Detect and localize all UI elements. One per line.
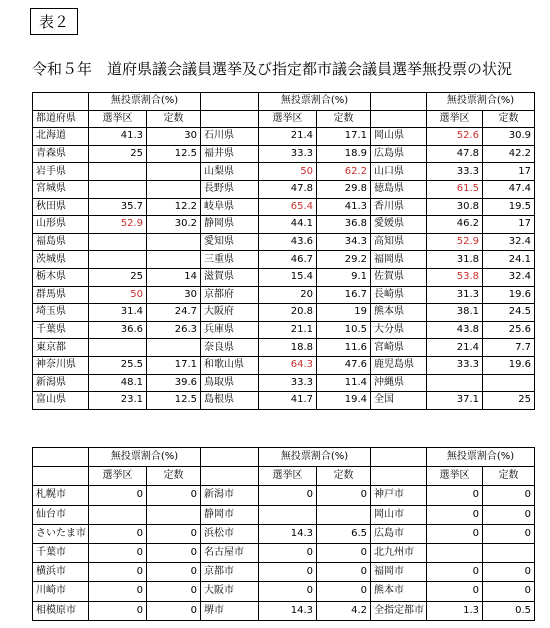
table-row [33, 524, 535, 543]
district-ratio: 52.9 [427, 233, 483, 251]
seats-ratio: 0 [317, 543, 371, 562]
region-name: 宮城県 [33, 180, 89, 198]
region-name: 浜松市 [201, 524, 259, 543]
region-name: 愛知県 [201, 233, 259, 251]
seats-ratio [147, 233, 201, 251]
district-ratio: 0 [259, 582, 317, 601]
seats-ratio: 19 [317, 304, 371, 322]
region-name: 京都市 [201, 563, 259, 582]
district-ratio: 23.1 [89, 392, 147, 410]
header-ratio: 無投票割合(%) [259, 93, 371, 111]
district-ratio: 52.6 [427, 128, 483, 146]
district-ratio: 47.8 [259, 180, 317, 198]
seats-ratio: 19.6 [483, 286, 535, 304]
region-name: 福井県 [201, 145, 259, 163]
seats-ratio: 4.2 [317, 601, 371, 620]
region-name: 川崎市 [33, 582, 89, 601]
table-label: 表２ [30, 8, 78, 35]
seats-ratio: 30.2 [147, 216, 201, 234]
district-ratio: 53.8 [427, 268, 483, 286]
table-row [33, 374, 535, 392]
region-name: 北九州市 [371, 543, 427, 562]
district-ratio: 48.1 [89, 374, 147, 392]
district-ratio [89, 505, 147, 524]
table-row [33, 505, 535, 524]
district-ratio: 25.5 [89, 356, 147, 374]
district-ratio: 0 [259, 486, 317, 505]
city-table [32, 447, 535, 621]
district-ratio [427, 374, 483, 392]
district-ratio: 25 [89, 145, 147, 163]
district-ratio: 41.7 [259, 392, 317, 410]
region-name: 横浜市 [33, 563, 89, 582]
region-name: 兵庫県 [201, 321, 259, 339]
seats-ratio: 19.6 [483, 356, 535, 374]
seats-ratio: 0 [147, 524, 201, 543]
region-name: 新潟県 [33, 374, 89, 392]
district-ratio: 33.3 [259, 145, 317, 163]
region-name: 相模原市 [33, 601, 89, 620]
seats-ratio [147, 163, 201, 181]
region-name: 熊本市 [371, 582, 427, 601]
region-name: 沖縄県 [371, 374, 427, 392]
seats-ratio: 0.5 [483, 601, 535, 620]
district-ratio: 1.3 [427, 601, 483, 620]
seats-ratio: 6.5 [317, 524, 371, 543]
seats-ratio [147, 180, 201, 198]
region-name: 岡山市 [371, 505, 427, 524]
seats-ratio: 16.7 [317, 286, 371, 304]
district-ratio: 21.4 [259, 128, 317, 146]
seats-ratio: 10.5 [317, 321, 371, 339]
district-ratio [89, 180, 147, 198]
seats-ratio: 30.9 [483, 128, 535, 146]
region-name: 東京都 [33, 339, 89, 357]
district-ratio: 0 [89, 524, 147, 543]
region-name: 大阪府 [201, 304, 259, 322]
header-blank [371, 110, 427, 128]
region-name: 静岡県 [201, 216, 259, 234]
header-seats: 定数 [483, 110, 535, 128]
district-ratio: 64.3 [259, 356, 317, 374]
seats-ratio: 7.7 [483, 339, 535, 357]
header-district: 選挙区 [259, 467, 317, 486]
table-row [33, 392, 535, 410]
header-blank [33, 448, 89, 467]
header-blank [33, 93, 89, 111]
seats-ratio: 25 [483, 392, 535, 410]
seats-ratio: 62.2 [317, 163, 371, 181]
district-ratio: 0 [427, 486, 483, 505]
header-blank [201, 110, 259, 128]
subheader-row [33, 467, 535, 486]
header-row [33, 93, 535, 111]
district-ratio: 0 [89, 543, 147, 562]
seats-ratio: 29.2 [317, 251, 371, 269]
seats-ratio: 0 [483, 524, 535, 543]
region-name: 埼玉県 [33, 304, 89, 322]
seats-ratio: 12.2 [147, 198, 201, 216]
district-ratio: 41.3 [89, 128, 147, 146]
seats-ratio [317, 505, 371, 524]
district-ratio: 0 [89, 486, 147, 505]
district-ratio: 43.8 [427, 321, 483, 339]
district-ratio: 21.4 [427, 339, 483, 357]
district-ratio: 31.4 [89, 304, 147, 322]
seats-ratio: 0 [147, 563, 201, 582]
district-ratio [89, 339, 147, 357]
district-ratio: 31.3 [427, 286, 483, 304]
region-name: 奈良県 [201, 339, 259, 357]
region-name: 鳥取県 [201, 374, 259, 392]
district-ratio [89, 251, 147, 269]
district-ratio: 30.8 [427, 198, 483, 216]
region-name: 神奈川県 [33, 356, 89, 374]
seats-ratio: 9.1 [317, 268, 371, 286]
district-ratio: 61.5 [427, 180, 483, 198]
header-seats: 定数 [317, 110, 371, 128]
district-ratio: 46.7 [259, 251, 317, 269]
header-seats: 定数 [317, 467, 371, 486]
district-ratio: 38.1 [427, 304, 483, 322]
region-name: 岡山県 [371, 128, 427, 146]
region-name: 広島市 [371, 524, 427, 543]
district-ratio: 37.1 [427, 392, 483, 410]
header-prefecture: 都道府県 [33, 110, 89, 128]
district-ratio: 31.8 [427, 251, 483, 269]
district-ratio: 0 [427, 582, 483, 601]
region-name: 鹿児島県 [371, 356, 427, 374]
table-row [33, 251, 535, 269]
region-name: 岐阜県 [201, 198, 259, 216]
region-name: 栃木県 [33, 268, 89, 286]
district-ratio: 20 [259, 286, 317, 304]
district-ratio: 50 [89, 286, 147, 304]
region-name: 滋賀県 [201, 268, 259, 286]
header-blank [371, 448, 427, 467]
district-ratio: 14.3 [259, 524, 317, 543]
table-row [33, 582, 535, 601]
region-name: 福岡県 [371, 251, 427, 269]
district-ratio: 65.4 [259, 198, 317, 216]
table-row [33, 563, 535, 582]
seats-ratio [483, 543, 535, 562]
header-ratio: 無投票割合(%) [89, 93, 201, 111]
region-name: 千葉市 [33, 543, 89, 562]
seats-ratio: 24.1 [483, 251, 535, 269]
seats-ratio: 42.2 [483, 145, 535, 163]
district-ratio: 0 [427, 563, 483, 582]
district-ratio: 0 [427, 524, 483, 543]
seats-ratio: 47.4 [483, 180, 535, 198]
seats-ratio: 34.3 [317, 233, 371, 251]
table-row [33, 128, 535, 146]
seats-ratio: 19.5 [483, 198, 535, 216]
table-row [33, 145, 535, 163]
seats-ratio: 0 [483, 486, 535, 505]
seats-ratio: 17 [483, 216, 535, 234]
seats-ratio: 26.3 [147, 321, 201, 339]
seats-ratio: 47.6 [317, 356, 371, 374]
region-name: 福島県 [33, 233, 89, 251]
table-row [33, 601, 535, 620]
header-district: 選挙区 [427, 467, 483, 486]
region-name: 山口県 [371, 163, 427, 181]
district-ratio: 15.4 [259, 268, 317, 286]
seats-ratio: 19.4 [317, 392, 371, 410]
seats-ratio: 32.4 [483, 233, 535, 251]
seats-ratio: 30 [147, 286, 201, 304]
seats-ratio: 12.5 [147, 392, 201, 410]
header-blank [201, 93, 259, 111]
district-ratio: 0 [259, 563, 317, 582]
header-blank [371, 467, 427, 486]
prefecture-table [32, 92, 535, 410]
region-name: 福岡市 [371, 563, 427, 582]
region-name: 札幌市 [33, 486, 89, 505]
header-row [33, 448, 535, 467]
seats-ratio: 25.6 [483, 321, 535, 339]
district-ratio: 33.3 [427, 356, 483, 374]
region-name: 山梨県 [201, 163, 259, 181]
region-name: 和歌山県 [201, 356, 259, 374]
header-blank [201, 467, 259, 486]
region-name: 宮崎県 [371, 339, 427, 357]
table-row [33, 286, 535, 304]
region-name: 広島県 [371, 145, 427, 163]
seats-ratio: 0 [483, 582, 535, 601]
seats-ratio: 14 [147, 268, 201, 286]
table-row [33, 321, 535, 339]
header-ratio: 無投票割合(%) [427, 448, 535, 467]
region-name: 大分県 [371, 321, 427, 339]
header-blank [33, 467, 89, 486]
region-name: 香川県 [371, 198, 427, 216]
page-title: 令和５年 道府県議会議員選挙及び指定都市議会議員選挙無投票の状況 [32, 60, 513, 78]
seats-ratio: 0 [147, 543, 201, 562]
district-ratio [89, 233, 147, 251]
table-row [33, 163, 535, 181]
header-blank [201, 448, 259, 467]
table-row [33, 486, 535, 505]
district-ratio [259, 505, 317, 524]
region-name: 堺市 [201, 601, 259, 620]
seats-ratio [483, 374, 535, 392]
seats-ratio: 17.1 [147, 356, 201, 374]
header-district: 選挙区 [259, 110, 317, 128]
table-row [33, 304, 535, 322]
region-name: 秋田県 [33, 198, 89, 216]
region-name: 北海道 [33, 128, 89, 146]
table-row [33, 356, 535, 374]
region-name: 静岡市 [201, 505, 259, 524]
region-name: 千葉県 [33, 321, 89, 339]
seats-ratio: 32.4 [483, 268, 535, 286]
header-ratio: 無投票割合(%) [427, 93, 535, 111]
table-row [33, 233, 535, 251]
region-name: 京都府 [201, 286, 259, 304]
region-name: 茨城県 [33, 251, 89, 269]
seats-ratio: 0 [147, 582, 201, 601]
region-name: 全指定都市 [371, 601, 427, 620]
region-name: 富山県 [33, 392, 89, 410]
seats-ratio: 0 [317, 486, 371, 505]
region-name: 大阪市 [201, 582, 259, 601]
header-ratio: 無投票割合(%) [259, 448, 371, 467]
district-ratio: 14.3 [259, 601, 317, 620]
district-ratio: 0 [259, 543, 317, 562]
header-seats: 定数 [483, 467, 535, 486]
region-name: 高知県 [371, 233, 427, 251]
region-name: 岩手県 [33, 163, 89, 181]
district-ratio: 33.3 [259, 374, 317, 392]
region-name: 島根県 [201, 392, 259, 410]
seats-ratio: 11.4 [317, 374, 371, 392]
seats-ratio: 17.1 [317, 128, 371, 146]
region-name: 全国 [371, 392, 427, 410]
seats-ratio: 41.3 [317, 198, 371, 216]
region-name: 新潟市 [201, 486, 259, 505]
region-name: 青森県 [33, 145, 89, 163]
district-ratio: 47.8 [427, 145, 483, 163]
district-ratio: 36.6 [89, 321, 147, 339]
region-name: 愛媛県 [371, 216, 427, 234]
table-row [33, 216, 535, 234]
district-ratio: 21.1 [259, 321, 317, 339]
region-name: 三重県 [201, 251, 259, 269]
seats-ratio: 36.8 [317, 216, 371, 234]
district-ratio: 0 [427, 505, 483, 524]
region-name: 仙台市 [33, 505, 89, 524]
seats-ratio: 29.8 [317, 180, 371, 198]
seats-ratio: 39.6 [147, 374, 201, 392]
header-district: 選挙区 [89, 467, 147, 486]
district-ratio: 50 [259, 163, 317, 181]
district-ratio [89, 163, 147, 181]
district-ratio: 44.1 [259, 216, 317, 234]
district-ratio: 0 [89, 601, 147, 620]
seats-ratio: 12.5 [147, 145, 201, 163]
seats-ratio: 0 [483, 505, 535, 524]
district-ratio: 0 [89, 582, 147, 601]
region-name: 徳島県 [371, 180, 427, 198]
seats-ratio: 17 [483, 163, 535, 181]
region-name: 長崎県 [371, 286, 427, 304]
seats-ratio: 24.7 [147, 304, 201, 322]
region-name: 山形県 [33, 216, 89, 234]
district-ratio: 0 [89, 563, 147, 582]
region-name: さいたま市 [33, 524, 89, 543]
seats-ratio [147, 339, 201, 357]
table-row [33, 339, 535, 357]
district-ratio: 35.7 [89, 198, 147, 216]
seats-ratio: 0 [483, 563, 535, 582]
header-seats: 定数 [147, 467, 201, 486]
table-row [33, 268, 535, 286]
seats-ratio: 0 [317, 582, 371, 601]
region-name: 熊本県 [371, 304, 427, 322]
district-ratio: 25 [89, 268, 147, 286]
region-name: 名古屋市 [201, 543, 259, 562]
seats-ratio: 0 [147, 601, 201, 620]
header-ratio: 無投票割合(%) [89, 448, 201, 467]
table-row [33, 543, 535, 562]
header-district: 選挙区 [427, 110, 483, 128]
subheader-row [33, 110, 535, 128]
seats-ratio: 30 [147, 128, 201, 146]
header-district: 選挙区 [89, 110, 147, 128]
seats-ratio: 0 [147, 486, 201, 505]
district-ratio: 52.9 [89, 216, 147, 234]
district-ratio: 46.2 [427, 216, 483, 234]
region-name: 石川県 [201, 128, 259, 146]
table-row [33, 180, 535, 198]
district-ratio: 18.8 [259, 339, 317, 357]
seats-ratio [147, 505, 201, 524]
seats-ratio: 11.6 [317, 339, 371, 357]
region-name: 神戸市 [371, 486, 427, 505]
district-ratio: 43.6 [259, 233, 317, 251]
region-name: 長野県 [201, 180, 259, 198]
header-blank [371, 93, 427, 111]
district-ratio: 33.3 [427, 163, 483, 181]
seats-ratio: 18.9 [317, 145, 371, 163]
table-row [33, 198, 535, 216]
seats-ratio [147, 251, 201, 269]
region-name: 佐賀県 [371, 268, 427, 286]
seats-ratio: 24.5 [483, 304, 535, 322]
seats-ratio: 0 [317, 563, 371, 582]
district-ratio: 20.8 [259, 304, 317, 322]
region-name: 群馬県 [33, 286, 89, 304]
header-seats: 定数 [147, 110, 201, 128]
district-ratio [427, 543, 483, 562]
